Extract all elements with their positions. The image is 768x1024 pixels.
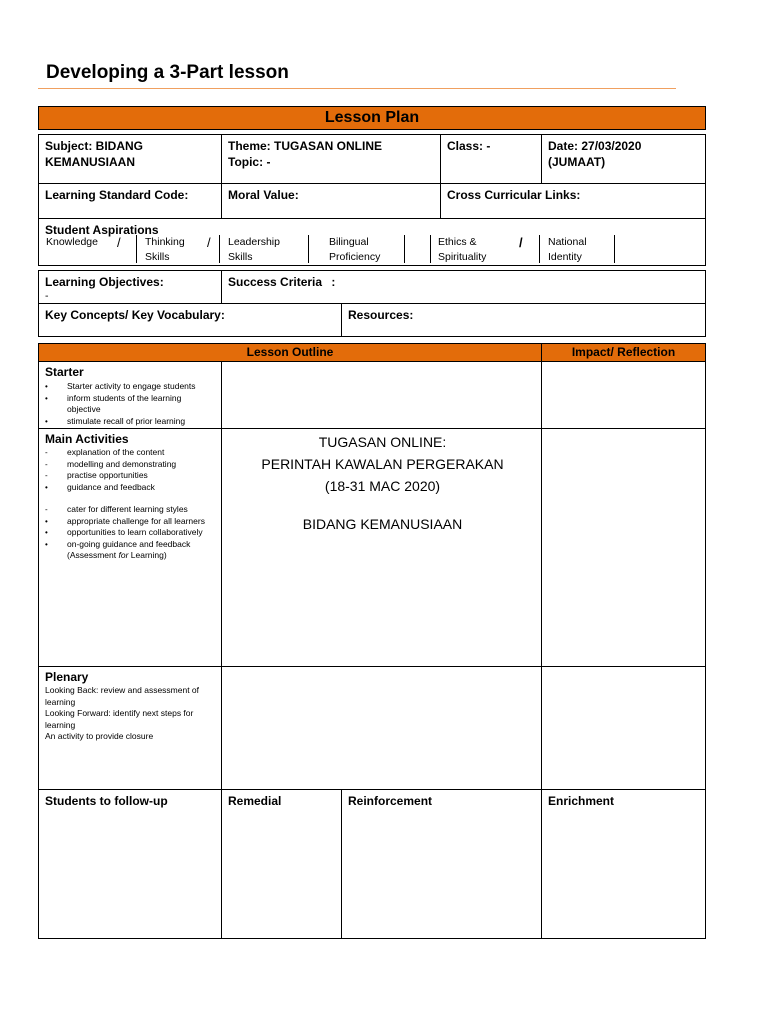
main-activity-item: - practise opportunities (45, 470, 215, 482)
plenary-line-2: Looking Forward: identify next steps for learning (45, 708, 194, 730)
main-activity-item: • on-going guidance and feedback (45, 539, 215, 551)
learning-objectives-cell (38, 270, 222, 304)
main-activity-item: • appropriate challenge for all learners (45, 516, 215, 528)
plenary-cell (38, 666, 222, 790)
assessment-prefix: (Assessment (67, 550, 119, 560)
learning-objectives-value: - (45, 290, 49, 302)
lesson-outline-header: Lesson Outline (38, 343, 542, 362)
page-title: Developing a 3-Part lesson (46, 62, 289, 83)
main-activity-item: • opportunities to learn collaboratively (45, 527, 215, 539)
main-activities-content-cell (221, 428, 542, 667)
aspiration-leadership (228, 235, 280, 265)
plenary-line-1: Looking Back: review and assessment of learning (45, 685, 200, 707)
starter-item: • inform students of the learning objective (45, 393, 215, 416)
starter-item: • Starter activity to engage students (45, 381, 215, 393)
main-activities-title: Main Activities (45, 432, 129, 446)
main-activity-item: • guidance and feedback (45, 482, 215, 494)
aspiration-bilingual-line1: Bilingual (329, 236, 369, 248)
starter-list (45, 381, 215, 427)
students-follow-up-label: Students to follow-up (45, 794, 168, 808)
main-activities-list-3 (45, 516, 215, 551)
class-label: Class: - (447, 139, 491, 153)
starter-cell (38, 361, 222, 429)
starter-title: Starter (45, 365, 84, 379)
main-activities-cell (38, 428, 222, 667)
aspiration-ethics (438, 235, 486, 265)
aspiration-thinking (145, 235, 185, 265)
students-follow-up-cell (38, 789, 222, 939)
enrichment-cell (541, 789, 706, 939)
tugasan-line-4: BIDANG KEMANUSIAAN (302, 516, 463, 532)
theme-label: Theme: TUGASAN ONLINE (228, 139, 383, 153)
aspiration-mark-ethics: / (519, 235, 523, 250)
aspiration-mark-thinking: / (207, 235, 211, 250)
subject-label-2: KEMANUSIAAN (45, 155, 135, 169)
aspiration-divider (614, 235, 615, 263)
plenary-title: Plenary (45, 670, 89, 684)
aspiration-mark-knowledge: / (117, 235, 121, 250)
remedial-cell (221, 789, 342, 939)
main-activity-item: - cater for different learning styles (45, 504, 215, 516)
lesson-plan-header: Lesson Plan (38, 106, 706, 130)
impact-reflection-header: Impact/ Reflection (541, 343, 706, 362)
assessment-suffix: Learning) (128, 550, 167, 560)
aspiration-ethics-line2: Spirituality (438, 251, 487, 263)
aspiration-national-line2: Identity (548, 251, 582, 263)
aspiration-bilingual (329, 235, 380, 265)
cross-curricular-cell (440, 183, 706, 219)
main-activities-list-b (45, 482, 215, 494)
aspiration-divider (430, 235, 431, 263)
aspiration-leadership-line1: Leadership (228, 236, 280, 248)
class-cell (440, 134, 542, 184)
aspiration-knowledge (46, 235, 98, 250)
remedial-label: Remedial (228, 794, 282, 808)
date-label: Date: 27/03/2020 (548, 139, 642, 153)
student-aspirations-title: Student Aspirations (45, 223, 159, 237)
tugasan-line-1: TUGASAN ONLINE: (318, 434, 447, 450)
aspiration-divider (219, 235, 220, 263)
aspiration-knowledge-label: Knowledge (46, 236, 98, 248)
date-day: (JUMAAT) (548, 155, 606, 169)
key-concepts-cell (38, 303, 342, 337)
reinforcement-cell (341, 789, 542, 939)
date-cell (541, 134, 706, 184)
key-concepts-label: Key Concepts/ Key Vocabulary: (45, 308, 225, 322)
topic-label: Topic: - (228, 155, 271, 169)
success-criteria-label: Success Criteria (228, 275, 323, 289)
reinforcement-label: Reinforcement (348, 794, 433, 808)
resources-label: Resources: (348, 308, 414, 322)
aspiration-thinking-line2: Skills (145, 251, 170, 263)
aspiration-national (548, 235, 587, 265)
assessment-note (45, 550, 215, 562)
success-criteria-cell (221, 270, 706, 304)
starter-content-cell (221, 361, 542, 429)
main-activities-list (45, 447, 215, 482)
cross-curricular-label: Cross Curricular Links: (447, 188, 581, 202)
aspiration-divider (136, 235, 137, 263)
success-criteria-colon: : (331, 275, 336, 289)
aspiration-thinking-line1: Thinking (145, 236, 185, 248)
aspiration-divider (308, 235, 309, 263)
subject-cell (38, 134, 222, 184)
tugasan-line-3: (18-31 MAC 2020) (324, 478, 441, 494)
assessment-italic: for (118, 550, 129, 560)
subject-label: Subject: BIDANG (45, 139, 144, 153)
plenary-impact-cell (541, 666, 706, 790)
resources-cell (341, 303, 706, 337)
aspiration-ethics-line1: Ethics & (438, 236, 477, 248)
aspiration-divider (539, 235, 540, 263)
theme-cell (221, 134, 441, 184)
aspiration-national-line1: National (548, 236, 587, 248)
moral-value-label: Moral Value: (228, 188, 299, 202)
tugasan-line-2: PERINTAH KAWALAN PERGERAKAN (261, 456, 504, 472)
main-activity-item: - explanation of the content (45, 447, 215, 459)
main-activity-item: - modelling and demonstrating (45, 459, 215, 471)
plenary-content-cell (221, 666, 542, 790)
enrichment-label: Enrichment (548, 794, 615, 808)
aspiration-bilingual-line2: Proficiency (329, 251, 381, 263)
learning-objectives-label: Learning Objectives: (45, 275, 164, 289)
aspiration-divider (404, 235, 405, 263)
title-divider (38, 88, 676, 89)
learning-standard-label: Learning Standard Code: (45, 188, 189, 202)
starter-impact-cell (541, 361, 706, 429)
starter-item: • stimulate recall of prior learning (45, 416, 215, 428)
main-activities-list-2 (45, 504, 215, 516)
learning-standard-cell (38, 183, 222, 219)
aspiration-leadership-line2: Skills (228, 251, 253, 263)
plenary-line-3: An activity to provide closure (45, 731, 154, 741)
moral-value-cell (221, 183, 441, 219)
main-activities-impact-cell (541, 428, 706, 667)
